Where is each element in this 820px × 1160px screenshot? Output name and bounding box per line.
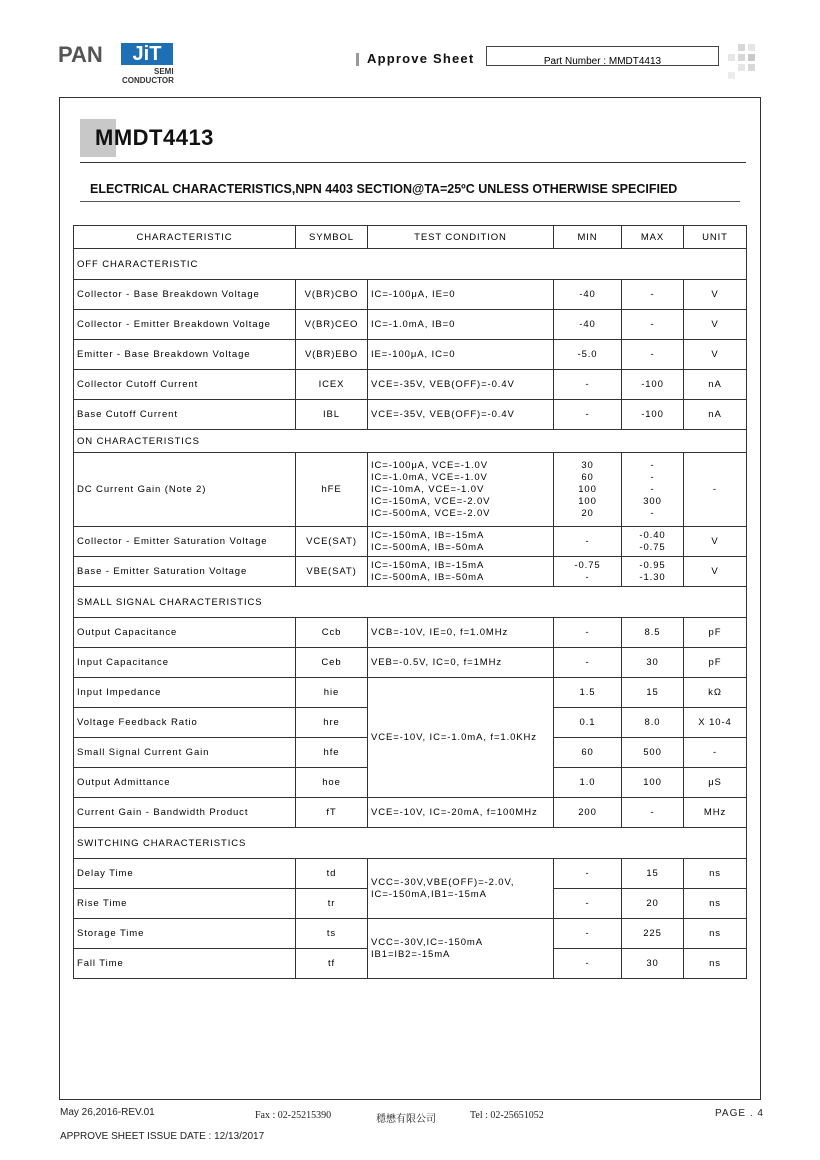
column-header: CHARACTERISTIC [74,226,296,249]
unit-cell: V [684,557,747,587]
section-row-switching [74,828,747,859]
max-cell: 500 [622,738,684,768]
min-cell: - [554,527,622,557]
char-cell: Storage Time [74,919,296,949]
unit-cell: ns [684,949,747,979]
max-cell [622,557,684,587]
condition-cell: IC=-1.0mA, IB=0 [368,310,554,340]
char-cell: Delay Time [74,859,296,889]
min-cell: 1.5 [554,678,622,708]
condition-line: IC=-1.0mA, VCE=-1.0V [371,471,488,483]
char-cell: Collector - Emitter Breakdown Voltage [74,310,296,340]
min-cell: 200 [554,798,622,828]
approve-marker [356,53,359,66]
table-row [74,527,747,557]
max-cell: 15 [622,859,684,889]
min-cell: 0.1 [554,708,622,738]
symbol-cell: V(BR)EBO [296,340,368,370]
symbol-cell: fT [296,798,368,828]
min-cell: - [554,370,622,400]
max-cell [622,527,684,557]
max-line: - [650,507,655,519]
section-row-small-signal [74,587,747,618]
max-cell: - [622,280,684,310]
table-row [74,310,747,340]
min-cell: - [554,889,622,919]
min-cell: -40 [554,280,622,310]
subtitle-divider [80,201,740,202]
max-cell: 8.5 [622,618,684,648]
max-line: - [650,471,655,483]
symbol-cell: hFE [296,453,368,527]
tel-number: Tel : 02-25651052 [470,1110,544,1121]
condition-cell: VCE=-10V, IC=-1.0mA, f=1.0KHz [368,678,554,798]
table-row [74,678,747,708]
table-row [74,340,747,370]
unit-cell: ns [684,889,747,919]
char-cell: Fall Time [74,949,296,979]
unit-cell: - [684,453,747,527]
char-cell: Rise Time [74,889,296,919]
max-cell: 30 [622,648,684,678]
section-label: SMALL SIGNAL CHARACTERISTICS [74,587,747,618]
min-line: 20 [581,507,594,519]
table-header-row [74,226,747,249]
char-cell: Emitter - Base Breakdown Voltage [74,340,296,370]
max-cell: 100 [622,768,684,798]
max-cell: 225 [622,919,684,949]
company-logo [58,40,183,86]
condition-cell: VCE=-35V, VEB(OFF)=-0.4V [368,400,554,430]
min-line: -0.75 [574,559,601,571]
issue-date: APPROVE SHEET ISSUE DATE : 12/13/2017 [60,1131,265,1142]
column-header: MIN [554,226,622,249]
max-cell [622,453,684,527]
symbol-cell: IBL [296,400,368,430]
condition-cell: VCE=-10V, IC=-20mA, f=100MHz [368,798,554,828]
min-cell: - [554,949,622,979]
max-line: -0.95 [639,559,666,571]
max-cell: - [622,310,684,340]
fax-number: Fax : 02-25215390 [255,1110,332,1121]
logo-jit-text: JiT [121,43,173,65]
max-line: -1.30 [639,571,666,583]
section-label: SWITCHING CHARACTERISTICS [74,828,747,859]
condition-line: IC=-10mA, VCE=-1.0V [371,483,485,495]
symbol-cell: V(BR)CBO [296,280,368,310]
table-row [74,370,747,400]
max-cell: 20 [622,889,684,919]
unit-cell: V [684,310,747,340]
section-label: OFF CHARACTERISTIC [74,249,747,280]
min-line: - [585,571,590,583]
char-cell: Output Capacitance [74,618,296,648]
symbol-cell: Ccb [296,618,368,648]
char-cell: Collector - Base Breakdown Voltage [74,280,296,310]
max-cell: 15 [622,678,684,708]
max-cell: 8.0 [622,708,684,738]
column-header: MAX [622,226,684,249]
char-cell: Small Signal Current Gain [74,738,296,768]
min-line: 100 [578,483,597,495]
min-line: 60 [581,471,594,483]
column-header: UNIT [684,226,747,249]
condition-line: IC=-150mA,IB1=-15mA [371,888,487,900]
table-row [74,618,747,648]
unit-cell: μS [684,768,747,798]
min-cell [554,453,622,527]
max-line: -0.75 [639,541,666,553]
char-cell: Collector Cutoff Current [74,370,296,400]
max-cell: - [622,340,684,370]
symbol-cell: Ceb [296,648,368,678]
unit-cell: nA [684,370,747,400]
table-row [74,400,747,430]
min-cell: -40 [554,310,622,340]
min-cell: - [554,400,622,430]
condition-cell [368,557,554,587]
column-header: SYMBOL [296,226,368,249]
unit-cell: ns [684,859,747,889]
min-cell: -5.0 [554,340,622,370]
unit-cell: pF [684,618,747,648]
symbol-cell: ts [296,919,368,949]
symbol-cell: hoe [296,768,368,798]
unit-cell: kΩ [684,678,747,708]
condition-line: IC=-500mA, IB=-50mA [371,541,485,553]
revision-date: May 26,2016-REV.01 [60,1107,155,1118]
condition-cell [368,919,554,979]
electrical-characteristics-table [73,225,747,979]
condition-cell: VCB=-10V, IE=0, f=1.0MHz [368,618,554,648]
table-row [74,859,747,889]
section-label: ON CHARACTERISTICS [74,430,747,453]
condition-cell: VEB=-0.5V, IC=0, f=1MHz [368,648,554,678]
max-cell: 30 [622,949,684,979]
logo-conductor-text: CONDUCTOR [122,76,174,85]
condition-line: IB1=IB2=-15mA [371,948,451,960]
char-cell: Base - Emitter Saturation Voltage [74,557,296,587]
min-cell: - [554,618,622,648]
condition-cell [368,527,554,557]
min-cell: - [554,859,622,889]
section-row-on [74,430,747,453]
min-cell: - [554,648,622,678]
unit-cell: ns [684,919,747,949]
approve-sheet-label: Approve Sheet [367,51,475,66]
table-row [74,453,747,527]
symbol-cell: tr [296,889,368,919]
symbol-cell: V(BR)CEO [296,310,368,340]
symbol-cell: tf [296,949,368,979]
column-header: TEST CONDITION [368,226,554,249]
decorative-squares-icon [726,44,762,80]
min-cell [554,557,622,587]
unit-cell: - [684,738,747,768]
unit-cell: pF [684,648,747,678]
page-title: MMDT4413 [95,125,214,150]
condition-cell: IC=-100μA, IE=0 [368,280,554,310]
symbol-cell: ICEX [296,370,368,400]
char-cell: Collector - Emitter Saturation Voltage [74,527,296,557]
char-cell: Input Capacitance [74,648,296,678]
condition-cell [368,859,554,919]
section-subtitle: ELECTRICAL CHARACTERISTICS,NPN 4403 SECTION@TA=25ºC UNLESS OTHERWISE SPECIFIED [90,182,678,196]
char-cell: Voltage Feedback Ratio [74,708,296,738]
logo-pan-text: PAN [58,42,103,67]
char-cell: DC Current Gain (Note 2) [74,453,296,527]
logo-semi-text: SEMI [154,67,174,76]
company-name: 穩懋有限公司 [376,1114,436,1125]
table-row [74,648,747,678]
max-line: - [650,483,655,495]
unit-cell: V [684,280,747,310]
min-cell: - [554,919,622,949]
unit-cell: V [684,340,747,370]
symbol-cell: VBE(SAT) [296,557,368,587]
max-line: -0.40 [639,529,666,541]
page-number: PAGE . 4 [715,1108,764,1119]
symbol-cell: hfe [296,738,368,768]
symbol-cell: hie [296,678,368,708]
min-line: 30 [581,459,594,471]
min-line: 100 [578,495,597,507]
condition-line: VCC=-30V,IC=-150mA [371,936,483,948]
table-row [74,919,747,949]
condition-cell [368,453,554,527]
condition-cell: VCE=-35V, VEB(OFF)=-0.4V [368,370,554,400]
symbol-cell: VCE(SAT) [296,527,368,557]
condition-line: IC=-150mA, IB=-15mA [371,529,485,541]
condition-line: IC=-500mA, VCE=-2.0V [371,507,491,519]
symbol-cell: td [296,859,368,889]
char-cell: Base Cutoff Current [74,400,296,430]
section-row-off [74,249,747,280]
table-row [74,557,747,587]
title-divider [80,162,746,163]
condition-line: IC=-150mA, IB=-15mA [371,559,485,571]
condition-line: IC=-100μA, VCE=-1.0V [371,459,488,471]
condition-cell: IE=-100μA, IC=0 [368,340,554,370]
max-cell: - [622,798,684,828]
part-number-box: Part Number : MMDT4413 [486,46,719,66]
max-line: 300 [643,495,662,507]
min-cell: 1.0 [554,768,622,798]
max-line: - [650,459,655,471]
condition-line: VCC=-30V,VBE(OFF)=-2.0V, [371,876,515,888]
unit-cell: MHz [684,798,747,828]
condition-line: IC=-500mA, IB=-50mA [371,571,485,583]
condition-line: IC=-150mA, VCE=-2.0V [371,495,491,507]
char-cell: Output Admittance [74,768,296,798]
min-cell: 60 [554,738,622,768]
max-cell: -100 [622,400,684,430]
table-row [74,280,747,310]
unit-cell: nA [684,400,747,430]
table-row [74,798,747,828]
unit-cell: X 10-4 [684,708,747,738]
symbol-cell: hre [296,708,368,738]
char-cell: Current Gain - Bandwidth Product [74,798,296,828]
char-cell: Input Impedance [74,678,296,708]
unit-cell: V [684,527,747,557]
max-cell: -100 [622,370,684,400]
